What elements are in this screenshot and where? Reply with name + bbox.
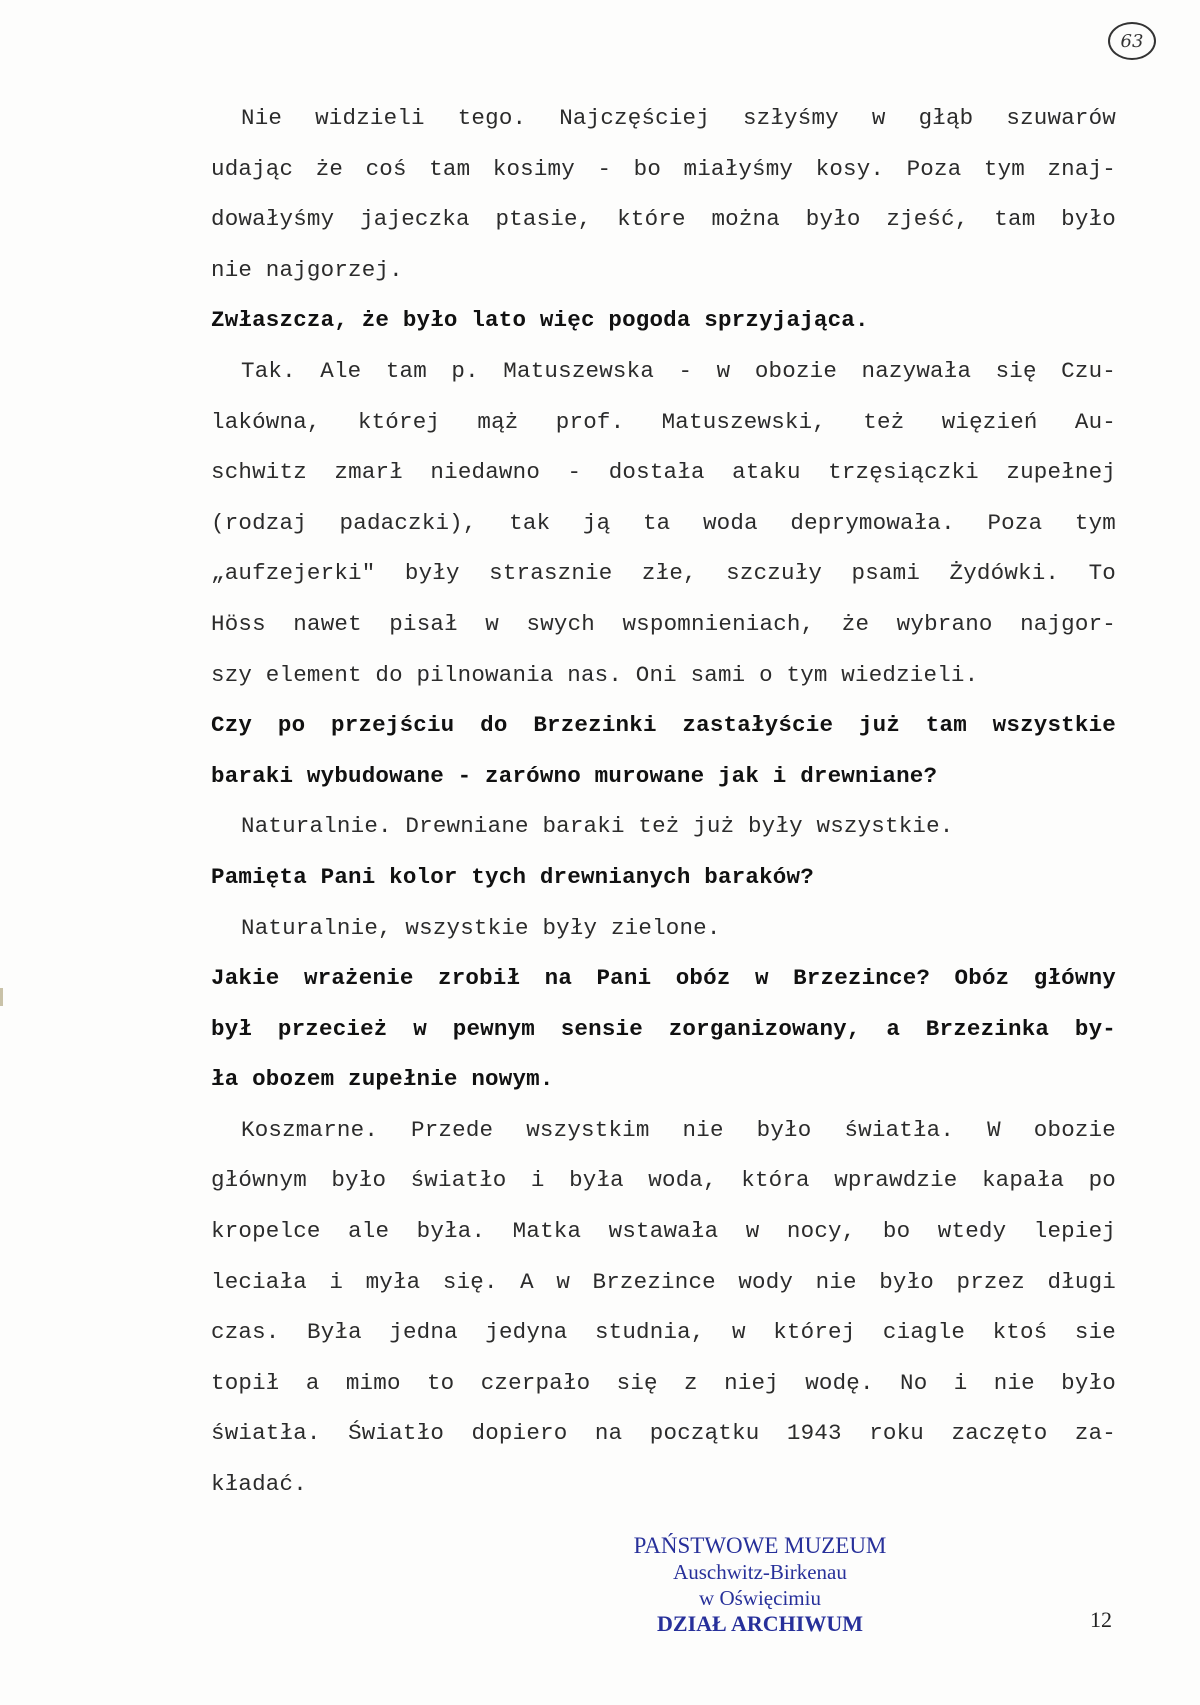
question-line: ła obozem zupełnie nowym. [211, 1066, 554, 1093]
stamp-line-museum: PAŃSTWOWE MUZEUM [633, 1533, 887, 1558]
answer-line: „aufzejerki" były strasznie złe, szczuły psami Żydówki. To [211, 560, 1116, 587]
answer-line: lakówna, której mąż prof. Matuszewski, też więzień Au- [211, 408, 1116, 435]
answer-line: Höss nawet pisał w swych wspomnieniach, że wybrano najgor- [211, 610, 1116, 637]
answer-line: światła. Światło dopiero na początku 1943 roku zaczęto za- [211, 1420, 1116, 1447]
answer-line: czas. Była jedna jedyna studnia, w której ciagle ktoś sie [211, 1319, 1116, 1346]
interview-transcript [211, 93, 1116, 1510]
answer-line: nie najgorzej. [211, 256, 403, 283]
answer-line: dowałyśmy jajeczka ptasie, które można było zjeść, tam było [211, 206, 1116, 233]
answer-line: kładać. [211, 1471, 307, 1498]
answer-line: kropelce ale była. Matka wstawała w nocy, bo wtedy lepiej [211, 1218, 1116, 1245]
answer-line: Naturalnie, wszystkie były zielone. [241, 914, 721, 941]
stamp-line-city: w Oświęcimiu [699, 1586, 821, 1610]
answer-line: Naturalnie. Drewniane baraki też już były wszystkie. [241, 813, 954, 840]
question-line: Pamięta Pani kolor tych drewnianych baraków? [211, 863, 814, 890]
question-line: Czy po przejściu do Brzezinki zastałyście już tam wszystkie [211, 712, 1116, 739]
scan-edge-mark [0, 988, 3, 1006]
stamp-line-department: DZIAŁ ARCHIWUM [657, 1611, 863, 1636]
answer-line: topił a mimo to czerpało się z niej wodę. No i nie było [211, 1369, 1116, 1396]
museum-archive-stamp [600, 1533, 920, 1637]
answer-line: udając że coś tam kosimy - bo miałyśmy kosy. Poza tym znaj- [211, 155, 1116, 182]
archive-page-mark: 63 [1108, 22, 1156, 60]
answer-line: głównym było światło i była woda, która wprawdzie kapała po [211, 1167, 1116, 1194]
question-line: Zwłaszcza, że było lato więc pogoda sprzyjająca. [211, 307, 869, 334]
question-line: baraki wybudowane - zarówno murowane jak i drewniane? [211, 762, 938, 789]
answer-line: Nie widzieli tego. Najczęściej szłyśmy w głąb szuwarów [241, 105, 1116, 131]
answer-line: schwitz zmarł niedawno - dostała ataku trzęsiączki zupełnej [211, 459, 1116, 486]
question-line: Jakie wrażenie zrobił na Pani obóz w Brzezince? Obóz główny [211, 965, 1116, 992]
answer-line: (rodzaj padaczki), tak ją ta woda deprymowała. Poza tym [211, 509, 1116, 536]
answer-line: leciała i myła się. A w Brzezince wody nie było przez długi [211, 1268, 1116, 1295]
page-number: 12 [1090, 1607, 1112, 1632]
answer-line: szy element do pilnowania nas. Oni sami o tym wiedzieli. [211, 661, 979, 688]
answer-line: Koszmarne. Przede wszystkim nie było światła. W obozie [241, 1116, 1116, 1143]
answer-line: Tak. Ale tam p. Matuszewska - w obozie nazywała się Czu- [241, 357, 1116, 384]
stamp-line-name: Auschwitz-Birkenau [673, 1560, 847, 1584]
question-line: był przecież w pewnym sensie zorganizowany, a Brzezinka by- [211, 1015, 1116, 1042]
